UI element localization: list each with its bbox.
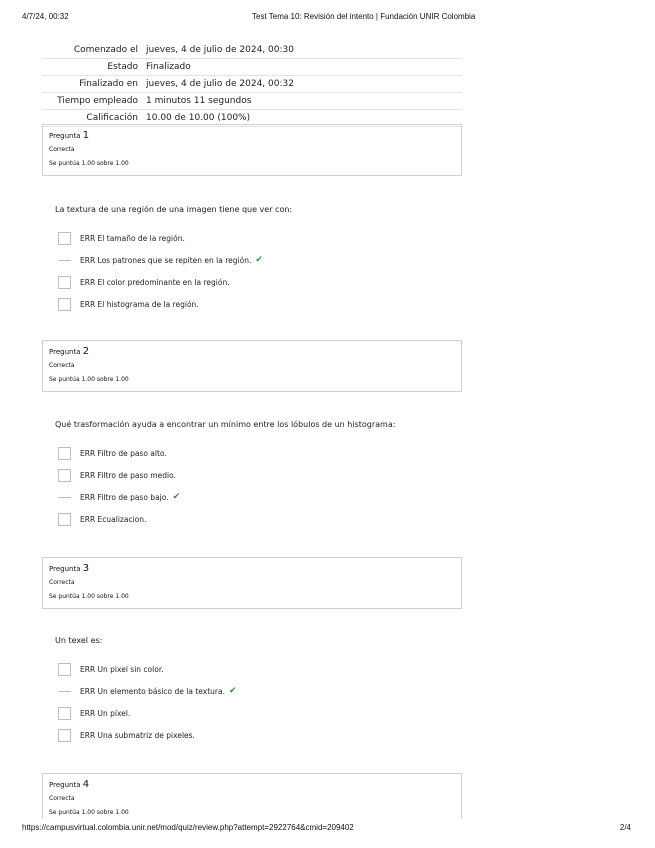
question-number: 4 bbox=[82, 779, 90, 790]
answer-label: ERR Un píxel. bbox=[80, 708, 131, 718]
question-text-1: La textura de una región de una imagen tiene que ver con: bbox=[55, 205, 293, 214]
answer-option[interactable] bbox=[58, 227, 263, 249]
question-state: Correcta bbox=[49, 795, 75, 802]
checkbox[interactable] bbox=[58, 232, 71, 245]
summary-row bbox=[42, 59, 462, 76]
checkbox[interactable] bbox=[58, 276, 71, 289]
question-prefix: Pregunta bbox=[49, 132, 81, 140]
question-grade: Se puntúa 1.00 sobre 1.00 bbox=[49, 593, 129, 600]
question-grade: Se puntúa 1.00 sobre 1.00 bbox=[49, 160, 129, 167]
summary-value: jueves, 4 de julio de 2024, 00:30 bbox=[142, 42, 462, 59]
summary-value: 10.00 de 10.00 (100%) bbox=[142, 110, 462, 127]
summary-row bbox=[42, 93, 462, 110]
summary-label: Calificación bbox=[42, 110, 142, 127]
checkbox[interactable] bbox=[58, 663, 71, 676]
selected-marker bbox=[58, 497, 71, 498]
question-grade: Se puntúa 1.00 sobre 1.00 bbox=[49, 376, 129, 383]
summary-label: Estado bbox=[42, 59, 142, 76]
answer-label: ERR Un elemento básico de la textura. bbox=[80, 686, 225, 696]
answer-option[interactable] bbox=[58, 486, 180, 508]
summary-value: Finalizado bbox=[142, 59, 462, 76]
question-state: Correcta bbox=[49, 146, 75, 153]
answer-label: ERR Un pixel sin color. bbox=[80, 664, 164, 674]
answer-option[interactable] bbox=[58, 464, 180, 486]
attempt-summary-table bbox=[42, 42, 462, 127]
answer-label: ERR Los patrones que se repiten en la región. bbox=[80, 255, 252, 265]
answer-option[interactable] bbox=[58, 724, 237, 746]
answer-label: ERR El color predominante en la región. bbox=[80, 277, 230, 287]
question-info-2 bbox=[42, 340, 462, 392]
answer-option[interactable] bbox=[58, 658, 237, 680]
answer-options-1 bbox=[58, 227, 263, 315]
summary-value: jueves, 4 de julio de 2024, 00:32 bbox=[142, 76, 462, 93]
checkbox[interactable] bbox=[58, 469, 71, 482]
answer-label: ERR Filtro de paso bajo. bbox=[80, 492, 169, 502]
summary-row bbox=[42, 42, 462, 59]
answer-label: ERR Ecualizacion. bbox=[80, 514, 147, 524]
answer-options-3 bbox=[58, 658, 237, 746]
question-info-1 bbox=[42, 124, 462, 176]
answer-option[interactable] bbox=[58, 249, 263, 271]
checkbox[interactable] bbox=[58, 513, 71, 526]
question-number: 1 bbox=[82, 130, 90, 141]
question-number: 3 bbox=[82, 563, 90, 574]
check-icon: ✔ bbox=[255, 255, 263, 265]
answer-label: ERR Filtro de paso alto. bbox=[80, 448, 167, 458]
question-number: 2 bbox=[82, 346, 90, 357]
question-prefix: Pregunta bbox=[49, 781, 81, 789]
selected-marker bbox=[58, 260, 71, 261]
print-url: https://campusvirtual.colombia.unir.net/mod/quiz/review.php?attempt=2922764&cmid=209402 bbox=[22, 823, 354, 832]
answer-options-2 bbox=[58, 442, 180, 530]
summary-row bbox=[42, 76, 462, 93]
question-text-3: Un texel es: bbox=[55, 636, 103, 645]
question-info-4 bbox=[42, 773, 462, 819]
page-number: 2/4 bbox=[619, 823, 631, 832]
checkbox[interactable] bbox=[58, 729, 71, 742]
selected-marker bbox=[58, 691, 71, 692]
check-icon: ✔ bbox=[172, 492, 181, 502]
check-icon: ✔ bbox=[228, 686, 237, 696]
question-text-2: Qué trasformación ayuda a encontrar un mínimo entre los lóbulos de un histograma: bbox=[55, 420, 396, 429]
answer-option[interactable] bbox=[58, 271, 263, 293]
answer-label: ERR Una submatriz de pixeles. bbox=[80, 730, 195, 740]
checkbox[interactable] bbox=[58, 298, 71, 311]
print-date: 4/7/24, 00:32 bbox=[22, 12, 69, 21]
summary-label: Tiempo empleado bbox=[42, 93, 142, 110]
answer-label: ERR Filtro de paso medio. bbox=[80, 470, 176, 480]
answer-label: ERR El histograma de la región. bbox=[80, 299, 199, 309]
summary-label: Comenzado el bbox=[42, 42, 142, 59]
question-grade: Se puntúa 1.00 sobre 1.00 bbox=[49, 809, 129, 816]
question-prefix: Pregunta bbox=[49, 565, 81, 573]
answer-option[interactable] bbox=[58, 442, 180, 464]
answer-label: ERR El tamaño de la región. bbox=[80, 233, 185, 243]
question-state: Correcta bbox=[49, 579, 75, 586]
question-state: Correcta bbox=[49, 362, 75, 369]
summary-value: 1 minutos 11 segundos bbox=[142, 93, 462, 110]
answer-option[interactable] bbox=[58, 680, 237, 702]
answer-option[interactable] bbox=[58, 293, 263, 315]
checkbox[interactable] bbox=[58, 447, 71, 460]
answer-option[interactable] bbox=[58, 508, 180, 530]
print-title: Test Tema 10: Revisión del intento | Fundación UNIR Colombia bbox=[252, 12, 476, 21]
checkbox[interactable] bbox=[58, 707, 71, 720]
question-prefix: Pregunta bbox=[49, 348, 81, 356]
summary-label: Finalizado en bbox=[42, 76, 142, 93]
answer-option[interactable] bbox=[58, 702, 237, 724]
question-info-3 bbox=[42, 557, 462, 609]
